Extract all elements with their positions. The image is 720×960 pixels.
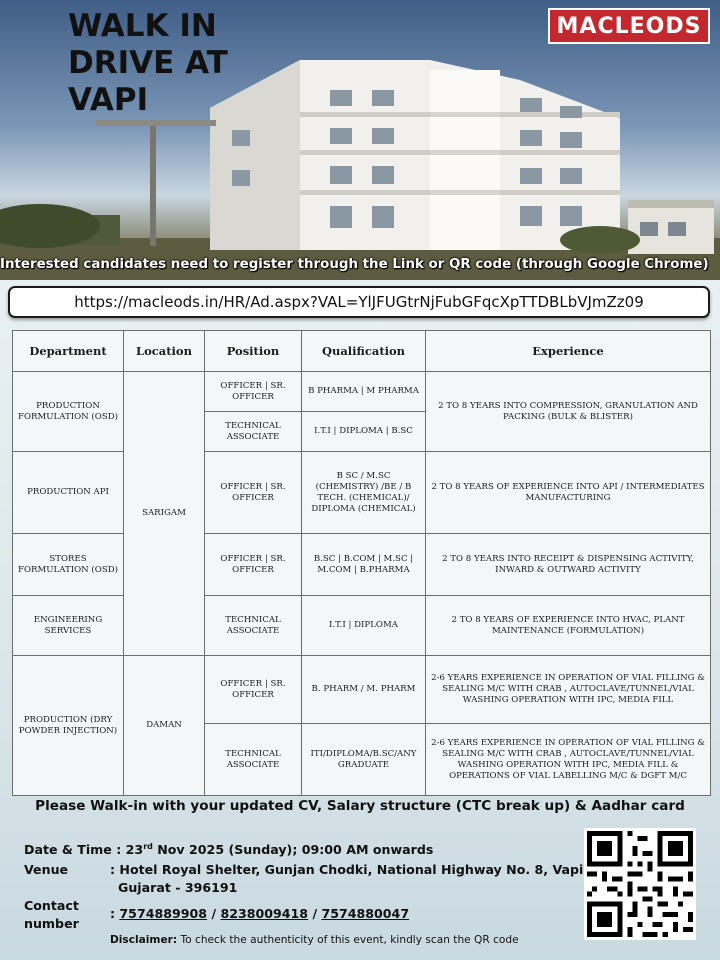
department-cell: STORES FORMULATION (OSD) xyxy=(13,534,124,596)
company-logo xyxy=(548,8,710,44)
event-date-rest: Nov 2025 (Sunday); 09:00 AM onwards xyxy=(152,842,434,858)
position-cell: OFFICER | SR. OFFICER xyxy=(205,656,302,724)
department-cell: ENGINEERING SERVICES xyxy=(13,596,124,656)
experience-cell: 2-6 YEARS EXPERIENCE IN OPERATION OF VIAL FILLING & SEALING M/C WITH CRAB , AUTOCLAVE/TUNNEL/VIAL WASHING OPERATION WITH IPC, MEDIA FILL xyxy=(426,656,711,724)
header-department: Department xyxy=(13,331,124,372)
department-cell: PRODUCTION (DRY POWDER INJECTION) xyxy=(13,656,124,796)
department-cell: PRODUCTION FORMULATION (OSD) xyxy=(13,372,124,452)
experience-cell: 2 TO 8 YEARS INTO RECEIPT & DISPENSING ACTIVITY, INWARD & OUTWARD ACTIVITY xyxy=(426,534,711,596)
qualification-cell: I.T.I | DIPLOMA | B.SC xyxy=(302,412,426,452)
contact-numbers xyxy=(110,905,409,922)
position-cell: TECHNICAL ASSOCIATE xyxy=(205,412,302,452)
table-row xyxy=(13,596,711,656)
headline-line-2: DRIVE AT xyxy=(68,45,228,81)
header-qualification: Qualification xyxy=(302,331,426,372)
event-date-suffix: rd xyxy=(143,842,153,851)
contact-number-3[interactable]: 7574880047 xyxy=(321,906,410,921)
table-row xyxy=(13,452,711,534)
qualification-cell: I.T.I | DIPLOMA xyxy=(302,596,426,656)
location-cell: DAMAN xyxy=(124,656,205,796)
qualification-cell: ITI/DIPLOMA/B.SC/ANY GRADUATE xyxy=(302,724,426,796)
disclaimer xyxy=(110,934,519,946)
experience-cell: 2 TO 8 YEARS OF EXPERIENCE INTO HVAC, PLANT MAINTENANCE (FORMULATION) xyxy=(426,596,711,656)
contact-label-line-1: Contact xyxy=(24,898,79,913)
logo-text: MACLEODS xyxy=(556,13,702,39)
table-row xyxy=(13,534,711,596)
experience-cell: 2 TO 8 YEARS INTO COMPRESSION, GRANULATION AND PACKING (BULK & BLISTER) xyxy=(426,372,711,452)
qualification-cell: B.SC | B.COM | M.SC | M.COM | B.PHARMA xyxy=(302,534,426,596)
event-datetime xyxy=(24,838,433,858)
qualification-cell: B. PHARM / M. PHARM xyxy=(302,656,426,724)
walkin-note: Please Walk-in with your updated CV, Salary structure (CTC break up) & Aadhar card xyxy=(35,798,685,814)
header-experience: Experience xyxy=(426,331,711,372)
experience-cell: 2 TO 8 YEARS OF EXPERIENCE INTO API / INTERMEDIATES MANUFACTURING xyxy=(426,452,711,534)
department-cell: PRODUCTION API xyxy=(13,452,124,534)
venue-line-2: Gujarat - 396191 xyxy=(118,880,238,895)
contact-number-1[interactable]: 7574889908 xyxy=(119,906,208,921)
table-row xyxy=(13,656,711,724)
contact-separator: / xyxy=(308,906,322,921)
registration-note: Interested candidates need to register through the Link or QR code (through Google Chrome) xyxy=(0,257,709,272)
header-location: Location xyxy=(124,331,205,372)
table-row xyxy=(13,372,711,412)
header-position: Position xyxy=(205,331,302,372)
contact-number-2[interactable]: 8238009418 xyxy=(220,906,309,921)
qr-code[interactable] xyxy=(584,828,696,940)
event-date-day: 23 xyxy=(125,842,144,858)
position-cell: TECHNICAL ASSOCIATE xyxy=(205,724,302,796)
disclaimer-label: Disclaimer: xyxy=(110,934,178,946)
position-cell: OFFICER | SR. OFFICER xyxy=(205,372,302,412)
headline-line-3: VAPI xyxy=(68,82,149,118)
headline xyxy=(68,8,228,119)
location-cell: SARIGAM xyxy=(124,372,205,656)
position-cell: OFFICER | SR. OFFICER xyxy=(205,452,302,534)
qualification-cell: B SC / M.SC (CHEMISTRY) /BE / B TECH. (CHEMICAL)/ DIPLOMA (CHEMICAL) xyxy=(302,452,426,534)
registration-link-box[interactable] xyxy=(8,286,710,318)
venue-label: Venue xyxy=(24,862,69,877)
position-cell: TECHNICAL ASSOCIATE xyxy=(205,596,302,656)
headline-line-1: WALK IN xyxy=(68,8,217,44)
datetime-label: Date & Time : xyxy=(24,842,122,858)
registration-link[interactable]: https://macleods.in/HR/Ad.aspx?VAL=YlJFUGtrNjFubGFqcXpTTDBLbVJmZz09 xyxy=(74,293,644,311)
qr-code-icon xyxy=(587,831,693,937)
contact-separator: / xyxy=(207,906,221,921)
experience-cell: 2-6 YEARS EXPERIENCE IN OPERATION OF VIAL FILLING & SEALING M/C WITH CRAB , AUTOCLAVE/TUNNEL/VIAL WASHING OPERATION WITH IPC, MEDIA FILL & OPERATIONS OF VIAL LABELLING M/C & DGFT M/C xyxy=(426,724,711,796)
venue-line-1: : Hotel Royal Shelter, Gunjan Chodki, National Highway No. 8, Vapi xyxy=(110,862,584,877)
contact-label-line-2: number xyxy=(24,916,79,931)
position-cell: OFFICER | SR. OFFICER xyxy=(205,534,302,596)
qualification-cell: B PHARMA | M PHARMA xyxy=(302,372,426,412)
job-openings-table xyxy=(12,330,711,796)
disclaimer-text: To check the authenticity of this event, kindly scan the QR code xyxy=(177,934,519,946)
table-header-row xyxy=(13,331,711,372)
contact-prefix: : xyxy=(110,906,120,921)
